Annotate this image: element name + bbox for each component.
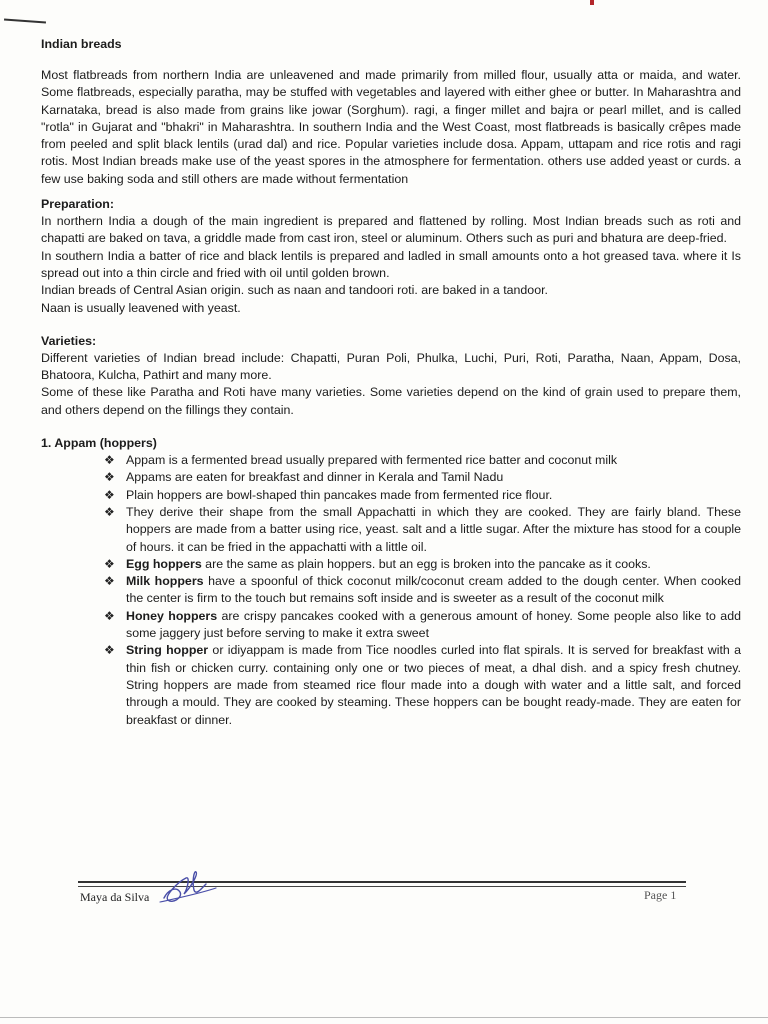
diamond-bullet-icon: ❖ [104,453,115,468]
corner-pen-mark [4,19,46,24]
preparation-line: Naan is usually leavened with yeast. [41,300,241,315]
page-number: Page 1 [644,888,677,902]
bullet-text: have a spoonful of thick coconut milk/coconut cream added to the dough center. When cooked the center is firm to the touch but remains soft inside and is sweeter as a result of the coconut milk [126,574,742,606]
preparation-line: In northern India a dough of the main ingredient is prepared and flattened by rolling. Most Indian breads such as roti and chapatti are baked on tava, a griddle made from cast iron, steel or aluminum. Others such as puri and bhatura are deep-fried. [41,214,741,246]
diamond-bullet-icon: ❖ [104,608,115,623]
bullet-item [104,642,741,728]
diamond-bullet-icon: ❖ [104,643,115,658]
diamond-bullet-icon: ❖ [104,574,115,589]
page-bottom-edge [0,1017,768,1018]
diamond-bullet-icon: ❖ [104,556,115,571]
intro-heading: Indian breads [41,37,122,51]
bullet-text: Appam is a fermented bread usually prepared with fermented rice batter and coconut milk [126,453,618,468]
appam-heading: 1. Appam (hoppers) [41,436,157,451]
bullet-item [104,452,741,469]
top-red-mark [590,0,594,5]
diamond-bullet-icon: ❖ [104,504,115,519]
appam-bullet-list [41,452,741,729]
bullet-item [104,504,741,556]
bullet-text: are the same as plain hoppers. but an egg is broken into the pancake as it cooks. [201,556,651,571]
document-body [41,36,741,729]
bullet-bold-term: Honey hoppers [126,608,218,623]
bullet-text: or idiyappam is made from Tice noodles curled into flat spirals. It is served for breakfast with a thin fish or chicken curry. containing only one or two pieces of meat, a dhal dish. and a spicy fresh chutney. String hoppers are made from steamed rice flour made into a dough with water and a little salt, and forced through a mould. They are cooked by steaming. These hoppers can be bought ready-made. They are eaten for breakfast or dinner. [126,643,741,727]
bullet-text: Plain hoppers are bowl-shaped thin pancakes made from fermented rice flour. [126,487,553,502]
diamond-bullet-icon: ❖ [104,470,115,485]
bullet-item [104,469,741,486]
footer-author: Maya da Silva [80,890,150,904]
bullet-text: are crispy pancakes cooked with a generous amount of honey. Some people also like to add some jaggery just before serving to make it extra sweet [126,608,741,641]
bullet-item [104,573,742,608]
preparation-line: In southern India a batter of rice and black lentils is prepared and ladled in small amounts onto a hot greased tava. where it Is spread out into a thin circle and fried with oil until golden brown. [41,248,741,280]
bullet-bold-term: String hopper [126,643,209,658]
preparation-line: Indian breads of Central Asian origin. such as naan and tandoori roti. are baked in a tandoor. [41,283,548,298]
varieties-line: Different varieties of Indian bread include: Chapatti, Puran Poli, Phulka, Luchi, Puri, Roti, Paratha, Naan, Appam, Dosa, Bhatoora, Kulcha, Pathirt and many more. [41,350,741,383]
bullet-text: They derive their shape from the small Appachatti in which they are cooked. They are fairly bland. These hoppers are made from a batter using rice, yeast. salt and a little sugar. After the mixture has stood for a couple of hours. it can be fried in the appachatti with a little oil. [126,504,741,554]
bullet-bold-term: Egg hoppers [126,556,202,571]
bullet-item [104,556,741,573]
diamond-bullet-icon: ❖ [104,487,115,502]
bullet-bold-term: Milk hoppers [126,574,204,589]
intro-paragraph: Most flatbreads from northern India are unleavened and made primarily from milled flour, usually atta or maida, and water. Some flatbreads, especially paratha, may be stuffed with vegetables and layered with either ghee or butter. In Maharashtra and Karnataka, bread is also made from grains like jowar (Sorghum). ragi, a finger millet and bajra or pearl millet, and is called "rotla" in Gujarat and "bhakri" in Maharashtra. In southern India and the West Coast, most flatbreads is basically crêpes made from peeled and split black lentils (urad dal) and rice. Popular varieties include dosa. Appam, uttapam and rice rotis and ragi rotis. Most Indian breads make use of the yeast spores in the atmosphere for fermentation. others use added yeast or curds. a few use baking soda and still others are made without fermentation [41,68,741,186]
bullet-text: Appams are eaten for breakfast and dinner in Kerala and Tamil Nadu [126,470,504,485]
varieties-heading: Varieties: [41,333,97,348]
handwritten-signature [158,868,218,910]
varieties-line: Some of these like Paratha and Roti have many varieties. Some varieties depend on the kind of grain used to prepare them, and others depend on the fillings they contain. [41,385,741,417]
bullet-item [104,487,741,504]
bullet-item [104,608,741,643]
preparation-heading: Preparation: [41,197,114,212]
